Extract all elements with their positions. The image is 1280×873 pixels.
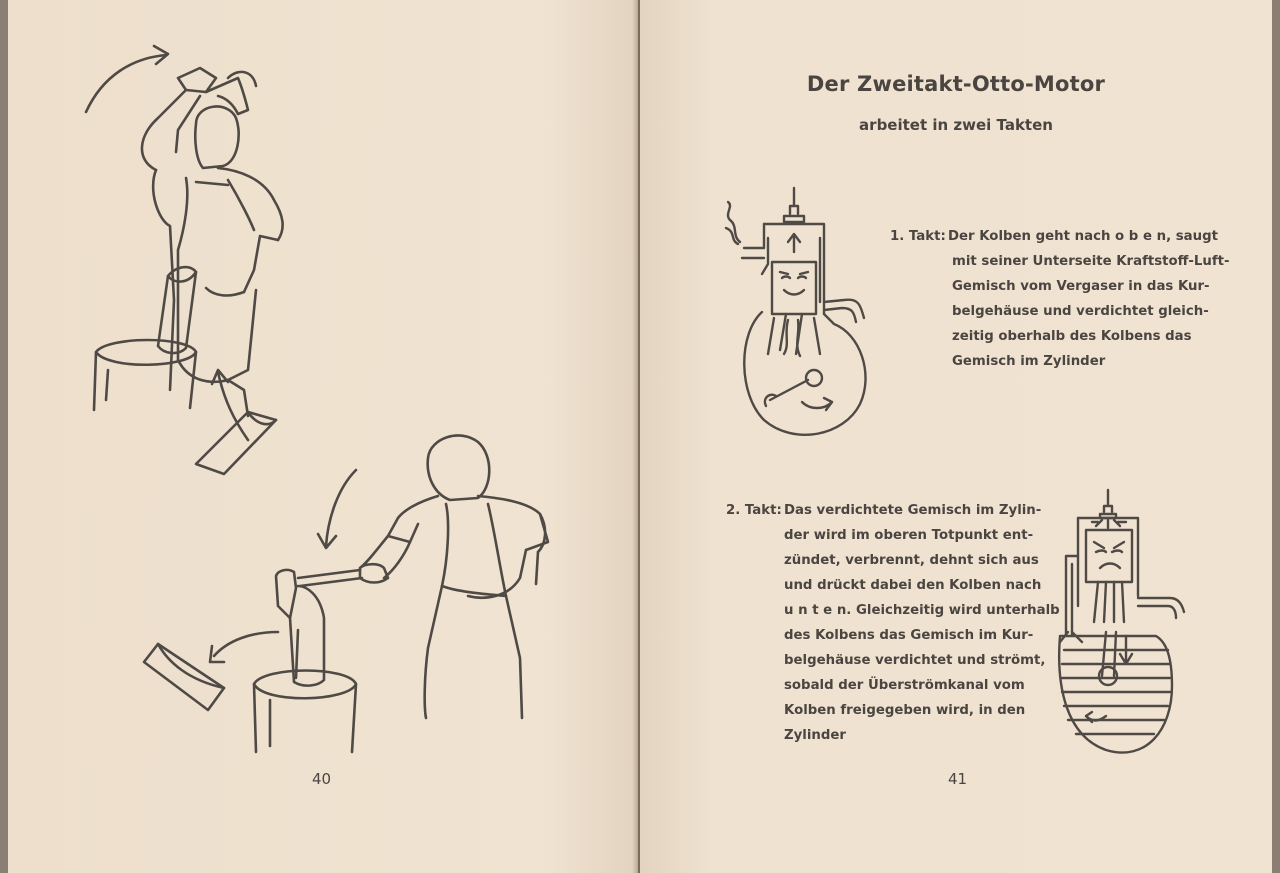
takt2-line: und drückt dabei den Kolben nach <box>784 578 1042 593</box>
page-subtitle: arbeitet in zwei Takten <box>859 116 1053 134</box>
takt2-line: belgehäuse verdichtet und strömt, <box>784 653 1046 668</box>
engine-takt2-diagram <box>1046 486 1186 766</box>
takt1-line: Der Kolben geht nach o b e n, saugt <box>948 229 1218 244</box>
takt2-line: Zylinder <box>784 728 846 743</box>
takt1-text <box>948 224 1218 249</box>
takt2-line: der wird im oberen Totpunkt ent- <box>784 528 1034 543</box>
takt1-line: zeitig oberhalb des Kolbens das <box>952 329 1192 344</box>
takt1-line: Gemisch im Zylinder <box>952 354 1106 369</box>
takt2-line: Das verdichtete Gemisch im Zylin- <box>784 503 1042 518</box>
takt2-label: 2. Takt: <box>726 503 782 518</box>
woodcutter-raising-axe-illustration <box>78 40 308 480</box>
woodcutter-splitting-log-illustration <box>128 418 558 758</box>
page-number-right: 41 <box>948 770 968 788</box>
takt2-text <box>784 498 1060 748</box>
page-title: Der Zweitakt-Otto-Motor <box>806 72 1106 96</box>
takt1-line: belgehäuse und verdichtet gleich- <box>952 304 1209 319</box>
takt1-line: mit seiner Unterseite Kraftstoff-Luft- <box>952 254 1230 269</box>
left-page <box>8 0 638 873</box>
takt2-line: zündet, verbrennt, dehnt sich aus <box>784 553 1039 568</box>
takt1-text-cont <box>952 249 1230 374</box>
engine-takt1-diagram <box>724 184 914 444</box>
takt1-line: Gemisch vom Vergaser in das Kur- <box>952 279 1210 294</box>
takt1-label: 1. Takt: <box>890 229 946 244</box>
right-page <box>640 0 1272 873</box>
takt2-line: Kolben freigegeben wird, in den <box>784 703 1026 718</box>
page-number-left: 40 <box>312 770 332 788</box>
takt2-line: des Kolbens das Gemisch im Kur- <box>784 628 1034 643</box>
takt2-line: u n t e n. Gleichzeitig wird unterhalb <box>784 603 1060 618</box>
takt2-line: sobald der Überströmkanal vom <box>784 678 1025 693</box>
